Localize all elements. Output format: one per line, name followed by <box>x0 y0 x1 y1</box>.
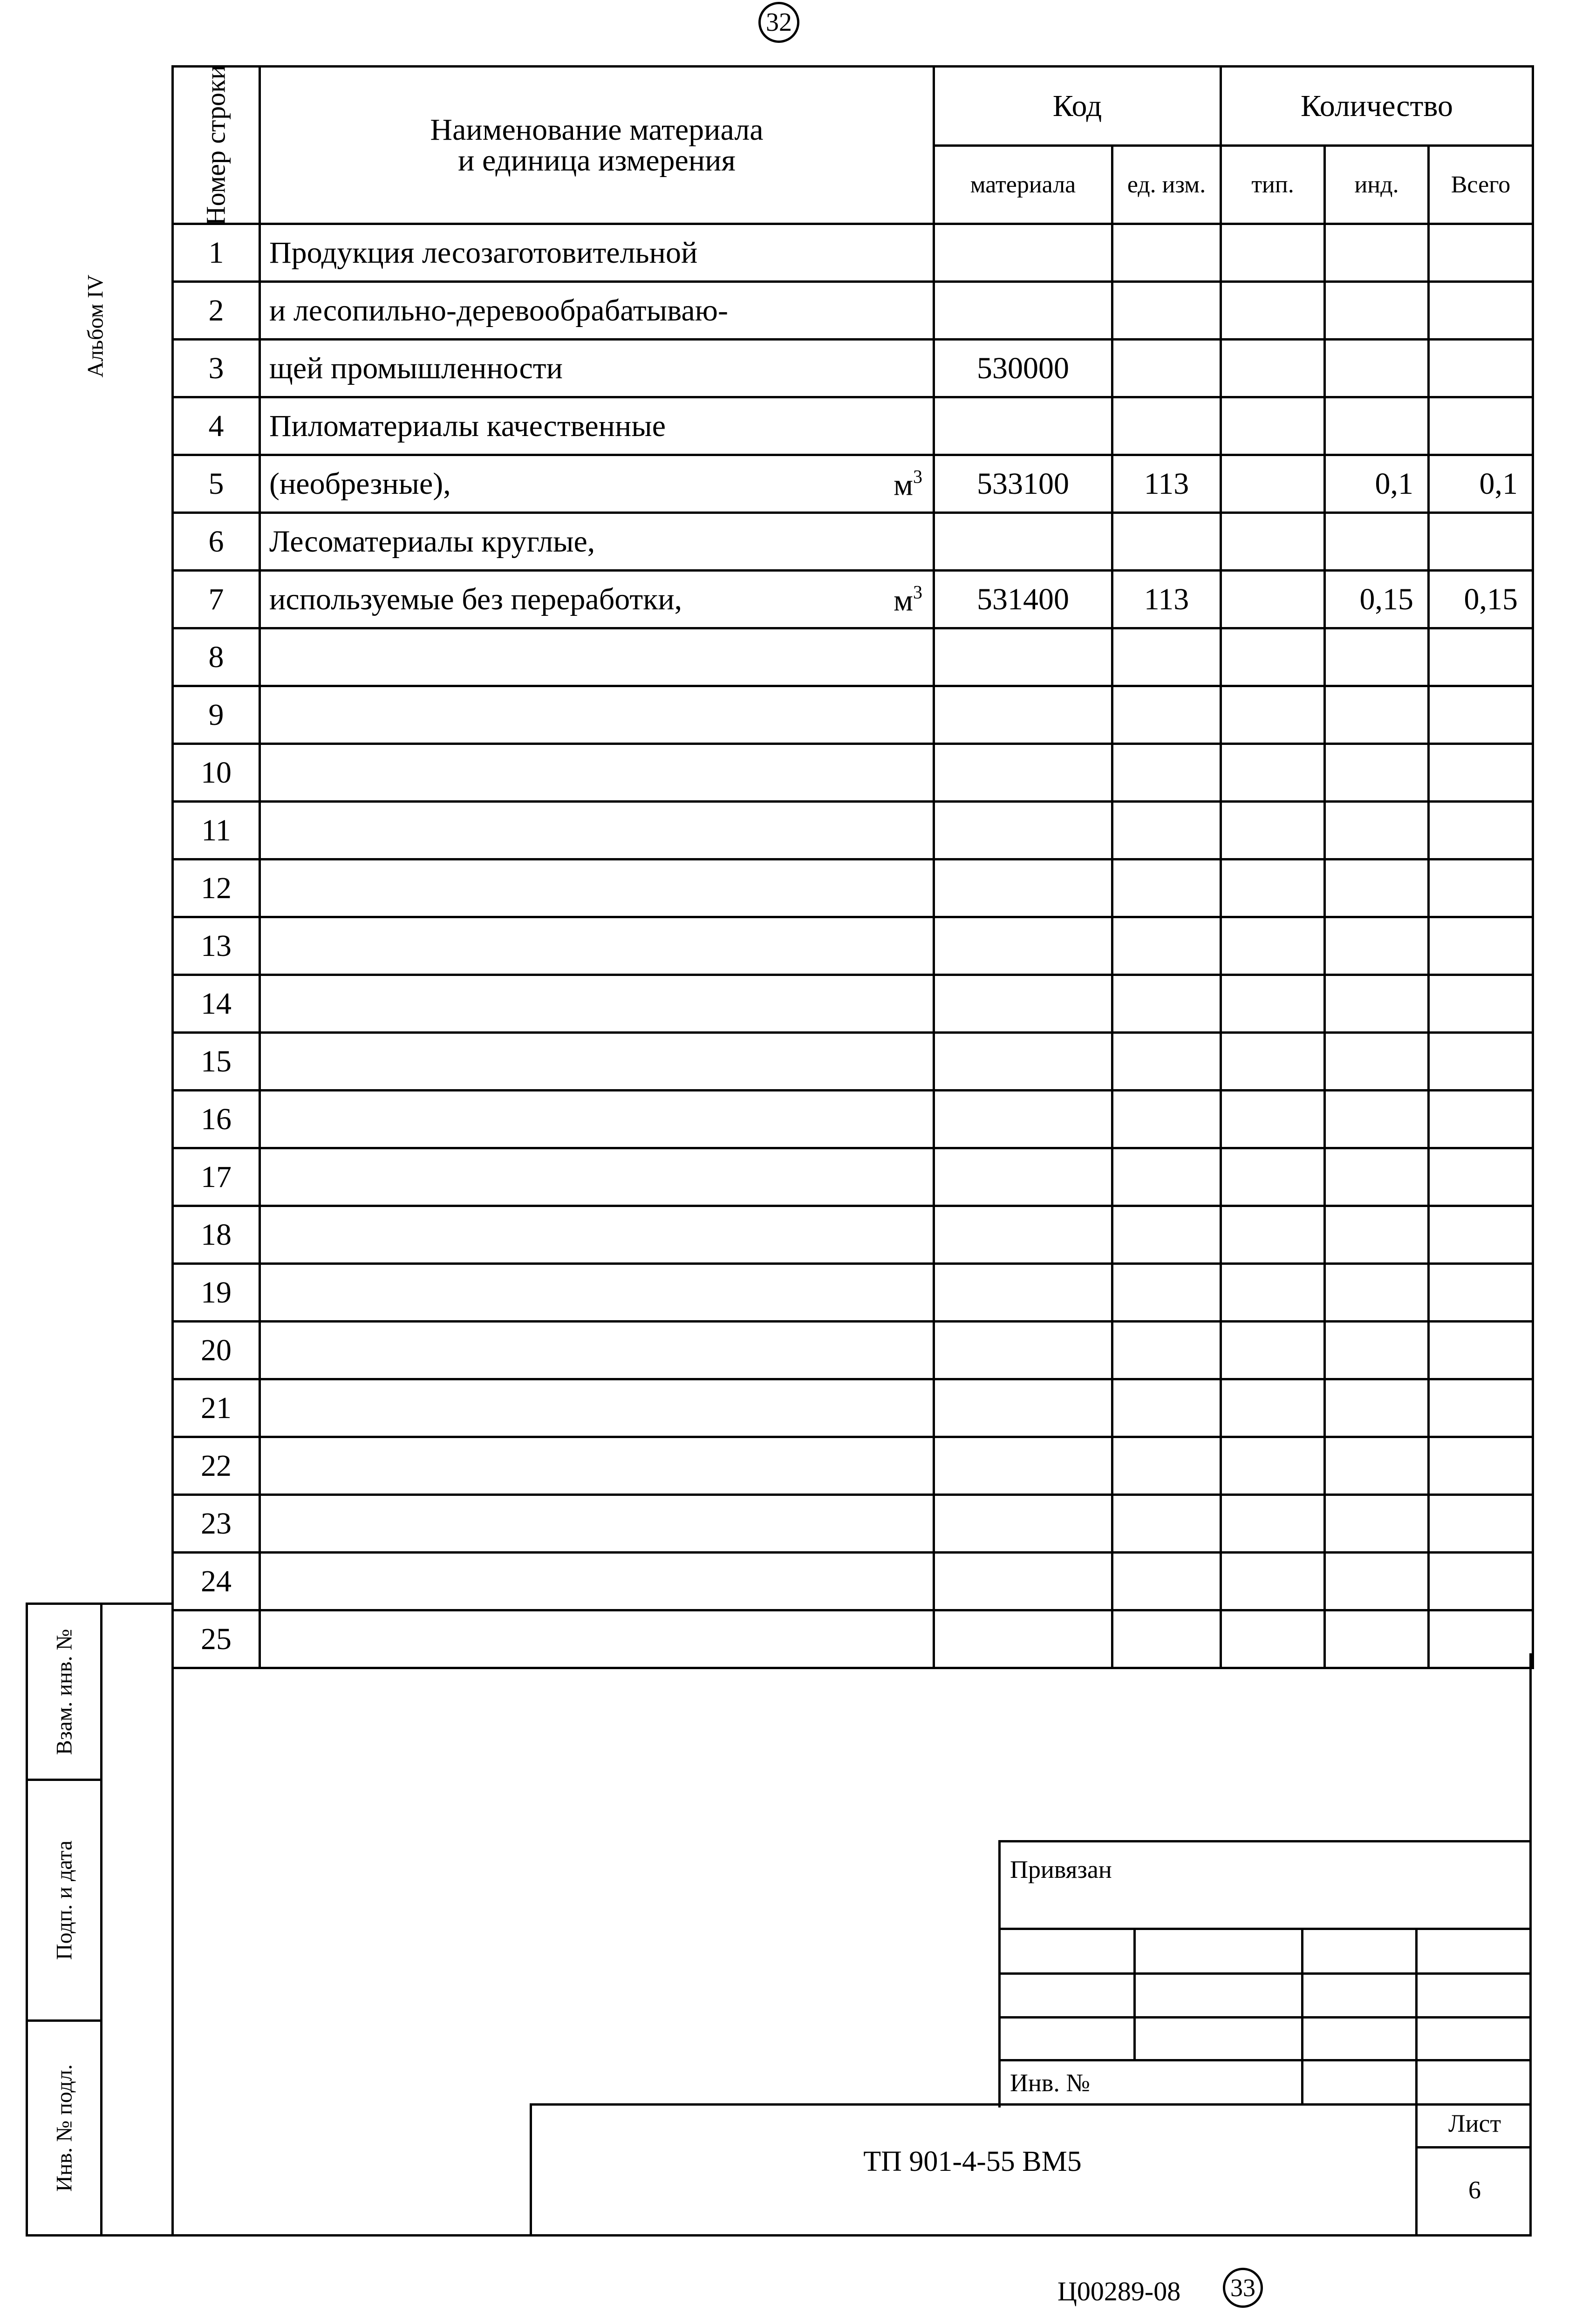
material-name <box>260 1091 934 1148</box>
row-number: 20 <box>173 1322 260 1379</box>
row-number: 18 <box>173 1206 260 1264</box>
qty-ind <box>1325 1322 1429 1379</box>
material-name <box>260 1033 934 1091</box>
table-row <box>173 282 1533 340</box>
qty-total: 0,1 <box>1429 455 1533 513</box>
code-material <box>934 628 1112 686</box>
row-number: 12 <box>173 859 260 917</box>
code-material <box>934 1091 1112 1148</box>
table-row <box>173 1553 1533 1610</box>
code-unit <box>1112 1033 1221 1091</box>
side-cell-podp-data: Подп. и дата <box>28 1781 100 2022</box>
code-unit <box>1112 802 1221 859</box>
bottom-document-code: Ц00289-08 <box>1057 2276 1181 2306</box>
qty-typ <box>1221 1033 1325 1091</box>
code-material <box>934 397 1112 455</box>
row-number: 13 <box>173 917 260 975</box>
code-unit <box>1112 859 1221 917</box>
qty-typ <box>1221 1148 1325 1206</box>
material-name <box>260 455 934 513</box>
code-unit <box>1112 975 1221 1033</box>
code-material: 530000 <box>934 340 1112 397</box>
material-name <box>260 1437 934 1495</box>
header-code-material: материала <box>934 146 1112 224</box>
code-material <box>934 686 1112 744</box>
code-material <box>934 1495 1112 1553</box>
qty-total <box>1429 975 1533 1033</box>
row-number: 17 <box>173 1148 260 1206</box>
qty-ind <box>1325 975 1429 1033</box>
material-name <box>260 340 934 397</box>
qty-total <box>1429 1148 1533 1206</box>
qty-total <box>1429 1379 1533 1437</box>
code-unit <box>1112 224 1221 282</box>
qty-ind <box>1325 1379 1429 1437</box>
qty-total <box>1429 224 1533 282</box>
qty-ind <box>1325 282 1429 340</box>
qty-total <box>1429 1437 1533 1495</box>
qty-total <box>1429 397 1533 455</box>
qty-typ <box>1221 975 1325 1033</box>
row-number: 6 <box>173 513 260 571</box>
code-material <box>934 1322 1112 1379</box>
code-unit <box>1112 1553 1221 1610</box>
header-row-number: Номер строки <box>173 67 260 224</box>
code-unit <box>1112 1206 1221 1264</box>
qty-typ <box>1221 397 1325 455</box>
material-name <box>260 1553 934 1610</box>
qty-total <box>1429 686 1533 744</box>
material-name <box>260 397 934 455</box>
qty-typ <box>1221 744 1325 802</box>
table-row <box>173 571 1533 628</box>
row-number: 4 <box>173 397 260 455</box>
row-number: 21 <box>173 1379 260 1437</box>
sheet-divider <box>1415 2146 1532 2148</box>
table-row <box>173 1437 1533 1495</box>
code-material <box>934 859 1112 917</box>
qty-typ <box>1221 628 1325 686</box>
table-row <box>173 1495 1533 1553</box>
document-code: ТП 901-4-55 ВМ5 <box>863 2146 1082 2177</box>
row-number: 3 <box>173 340 260 397</box>
qty-total <box>1429 1033 1533 1091</box>
qty-ind: 0,1 <box>1325 455 1429 513</box>
side-cell-vzam-inv: Взам. инв. № <box>28 1605 100 1781</box>
qty-typ <box>1221 1610 1325 1668</box>
table-row <box>173 1264 1533 1322</box>
doc-block-top <box>530 2103 1532 2106</box>
row-number: 8 <box>173 628 260 686</box>
qty-total <box>1429 628 1533 686</box>
code-material <box>934 1264 1112 1322</box>
code-material: 533100 <box>934 455 1112 513</box>
material-name <box>260 1379 934 1437</box>
qty-typ <box>1221 455 1325 513</box>
side-cell-inv-podl: Инв. № подл. <box>52 2064 76 2192</box>
qty-typ <box>1221 1437 1325 1495</box>
table-row <box>173 224 1533 282</box>
code-unit <box>1112 686 1221 744</box>
row-number: 16 <box>173 1091 260 1148</box>
table-row <box>173 1033 1533 1091</box>
table-row <box>173 1379 1533 1437</box>
code-unit <box>1112 1322 1221 1379</box>
material-name-text: используемые без переработки, <box>269 582 682 616</box>
qty-ind <box>1325 1033 1429 1091</box>
material-name <box>260 744 934 802</box>
qty-typ <box>1221 1322 1325 1379</box>
material-name <box>260 1206 934 1264</box>
qty-ind <box>1325 1437 1429 1495</box>
material-name <box>260 282 934 340</box>
code-unit <box>1112 628 1221 686</box>
qty-total <box>1429 1264 1533 1322</box>
qty-ind <box>1325 1553 1429 1610</box>
page-number-top: 32 <box>758 2 799 43</box>
row-number: 19 <box>173 1264 260 1322</box>
qty-typ <box>1221 1206 1325 1264</box>
material-name <box>260 1264 934 1322</box>
qty-total <box>1429 1553 1533 1610</box>
qty-total <box>1429 513 1533 571</box>
code-material <box>934 282 1112 340</box>
qty-total <box>1429 917 1533 975</box>
qty-total <box>1429 1091 1533 1148</box>
code-unit <box>1112 744 1221 802</box>
qty-ind <box>1325 1264 1429 1322</box>
qty-ind <box>1325 917 1429 975</box>
material-name <box>260 224 934 282</box>
qty-typ <box>1221 513 1325 571</box>
code-material <box>934 744 1112 802</box>
code-material <box>934 975 1112 1033</box>
material-name-text: Пиломатериалы качественные <box>269 409 666 443</box>
material-name <box>260 975 934 1033</box>
qty-ind <box>1325 628 1429 686</box>
qty-total: 0,15 <box>1429 571 1533 628</box>
code-material <box>934 1379 1112 1437</box>
qty-total <box>1429 340 1533 397</box>
code-unit <box>1112 282 1221 340</box>
row-number: 2 <box>173 282 260 340</box>
qty-typ <box>1221 571 1325 628</box>
table-row <box>173 397 1533 455</box>
code-unit <box>1112 340 1221 397</box>
qty-ind <box>1325 686 1429 744</box>
material-name-text: и лесопильно-деревообрабатываю- <box>269 293 728 327</box>
header-code-unit: ед. изм. <box>1112 146 1221 224</box>
material-name <box>260 802 934 859</box>
qty-typ <box>1221 917 1325 975</box>
sheet-number: 6 <box>1468 2176 1481 2204</box>
qty-typ <box>1221 1379 1325 1437</box>
qty-ind <box>1325 859 1429 917</box>
row-number: 25 <box>173 1610 260 1668</box>
qty-typ <box>1221 340 1325 397</box>
row-number: 24 <box>173 1553 260 1610</box>
code-unit <box>1112 1610 1221 1668</box>
qty-ind <box>1325 340 1429 397</box>
material-name <box>260 628 934 686</box>
code-unit <box>1112 397 1221 455</box>
code-material <box>934 1148 1112 1206</box>
material-name <box>260 571 934 628</box>
qty-typ <box>1221 224 1325 282</box>
qty-ind <box>1325 397 1429 455</box>
code-material <box>934 513 1112 571</box>
material-name <box>260 859 934 917</box>
code-material <box>934 1610 1112 1668</box>
qty-ind <box>1325 513 1429 571</box>
code-material <box>934 224 1112 282</box>
code-unit <box>1112 917 1221 975</box>
qty-typ <box>1221 282 1325 340</box>
header-code: Код <box>934 67 1221 146</box>
page-number-bottom: 33 <box>1223 2268 1263 2308</box>
table-row <box>173 975 1533 1033</box>
qty-total <box>1429 1206 1533 1264</box>
header-name: Наименование материала и единица измерения <box>260 67 934 224</box>
table-row <box>173 917 1533 975</box>
unit-label: $м^3$ <box>893 466 922 502</box>
qty-typ <box>1221 1495 1325 1553</box>
code-material <box>934 1553 1112 1610</box>
table-row <box>173 1322 1533 1379</box>
material-name-text: Лесоматериалы круглые, <box>269 524 595 559</box>
table-row <box>173 859 1533 917</box>
table-row <box>173 340 1533 397</box>
code-material: 531400 <box>934 571 1112 628</box>
table-row <box>173 802 1533 859</box>
qty-ind: 0,15 <box>1325 571 1429 628</box>
side-stamp-divider <box>100 1605 102 2234</box>
material-name <box>260 1495 934 1553</box>
material-name <box>260 917 934 975</box>
qty-typ <box>1221 1264 1325 1322</box>
row-number: 22 <box>173 1437 260 1495</box>
header-qty-ind: инд. <box>1325 146 1429 224</box>
qty-total <box>1429 1495 1533 1553</box>
code-unit <box>1112 1437 1221 1495</box>
material-name <box>260 686 934 744</box>
qty-ind <box>1325 802 1429 859</box>
table-row <box>173 744 1533 802</box>
inv-no-label: Инв. № <box>1010 2069 1090 2097</box>
qty-ind <box>1325 1495 1429 1553</box>
qty-ind <box>1325 1206 1429 1264</box>
table-row <box>173 628 1533 686</box>
qty-typ <box>1221 1553 1325 1610</box>
code-unit <box>1112 1495 1221 1553</box>
qty-ind <box>1325 1091 1429 1148</box>
qty-total <box>1429 1610 1533 1668</box>
qty-typ <box>1221 859 1325 917</box>
table-row <box>173 455 1533 513</box>
qty-total <box>1429 802 1533 859</box>
code-unit: 113 <box>1112 571 1221 628</box>
materials-table <box>171 65 1534 1669</box>
material-name-text: щей промышленности <box>269 351 563 385</box>
code-unit <box>1112 1379 1221 1437</box>
row-number: 15 <box>173 1033 260 1091</box>
table-row <box>173 1610 1533 1668</box>
row-number: 23 <box>173 1495 260 1553</box>
row-number: 9 <box>173 686 260 744</box>
code-unit <box>1112 1264 1221 1322</box>
material-name <box>260 1148 934 1206</box>
code-unit: 113 <box>1112 455 1221 513</box>
qty-total <box>1429 282 1533 340</box>
table-row <box>173 1091 1533 1148</box>
header-quantity: Количество <box>1221 67 1533 146</box>
header-qty-typ: тип. <box>1221 146 1325 224</box>
code-material <box>934 1206 1112 1264</box>
row-number: 7 <box>173 571 260 628</box>
table-row <box>173 686 1533 744</box>
code-unit <box>1112 513 1221 571</box>
privyazan-label: Привязан <box>1010 1855 1112 1883</box>
code-material <box>934 802 1112 859</box>
qty-typ <box>1221 1091 1325 1148</box>
qty-ind <box>1325 1148 1429 1206</box>
row-number: 11 <box>173 802 260 859</box>
row-number: 10 <box>173 744 260 802</box>
qty-typ <box>1221 686 1325 744</box>
material-name <box>260 1322 934 1379</box>
material-name-text: (необрезные), <box>269 466 451 501</box>
code-material <box>934 1033 1112 1091</box>
qty-ind <box>1325 1610 1429 1668</box>
material-name <box>260 1610 934 1668</box>
header-qty-total: Всего <box>1429 146 1533 224</box>
side-stamp <box>26 1603 174 2237</box>
unit-label: $м^3$ <box>893 581 922 617</box>
table-row <box>173 1148 1533 1206</box>
row-number: 14 <box>173 975 260 1033</box>
code-material <box>934 917 1112 975</box>
qty-total <box>1429 1322 1533 1379</box>
row-number: 5 <box>173 455 260 513</box>
qty-typ <box>1221 802 1325 859</box>
material-name <box>260 513 934 571</box>
table-row <box>173 513 1533 571</box>
qty-total <box>1429 744 1533 802</box>
qty-total <box>1429 859 1533 917</box>
material-name-text: Продукция лесозаготовительной <box>269 235 698 270</box>
qty-ind <box>1325 744 1429 802</box>
sheet-label: Лист <box>1448 2109 1501 2137</box>
qty-ind <box>1325 224 1429 282</box>
row-number: 1 <box>173 224 260 282</box>
table-row <box>173 1206 1533 1264</box>
code-unit <box>1112 1091 1221 1148</box>
code-material <box>934 1437 1112 1495</box>
code-unit <box>1112 1148 1221 1206</box>
